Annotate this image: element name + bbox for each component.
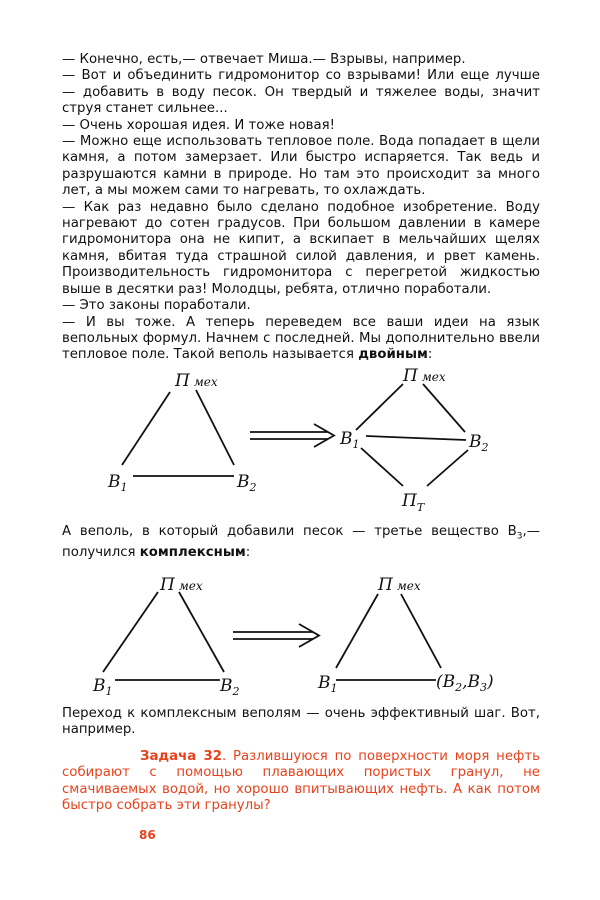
label-substance-2: $В_2$	[237, 472, 257, 494]
task-label: Задача 32	[140, 749, 222, 764]
term-dual: двойным	[358, 347, 428, 363]
dialogue-line-2: — Вот и объединить гидромонитор со взрывами! Или еще лучше — добавить в воду песок. Он твердый и тяжелее воды, значит струя станет сильнее...	[62, 68, 540, 117]
dialogue-line-6: — Это законы поработали.	[62, 298, 251, 314]
edge-p-b2	[179, 592, 224, 672]
label-substances-2-3: $(В_2,В_3)$	[436, 672, 494, 694]
dialogue-line-1: — Конечно, есть,— отвечает Миша.— Взрывы, например.	[62, 52, 466, 67]
transition-text: Переход к комплексным веполям — очень эффективный шаг. Вот, например.	[62, 706, 540, 738]
label-substance-1: $В_1$	[340, 429, 360, 451]
dialogue-line-4: — Можно еще использовать тепловое поле. Вода попадает в щели камня, а потом замерзает. Или быстро испаряется. Так ведь и разрушаются камни в природе. Но там это происходит за много лет, а мы можем сами то нагревать, то охлаждать.	[62, 134, 540, 199]
label-substance-1: $В_1$	[93, 676, 113, 698]
page-number: 86	[139, 828, 156, 842]
double-arrow-icon	[233, 624, 319, 647]
dual-colon: :	[427, 347, 433, 363]
label-field-mech: П мех	[175, 371, 218, 391]
label-field-mech: П мех	[378, 575, 421, 595]
label-substance-1: $В_1$	[318, 673, 338, 695]
triangle-simple-vepol	[92, 575, 240, 698]
label-field-mech: П мех	[160, 575, 203, 595]
label-substance-1: $В_1$	[108, 472, 128, 494]
edge-p-b2b3	[401, 594, 441, 668]
edge-p-b1	[336, 594, 378, 668]
subscript-3: 3	[516, 531, 523, 542]
label-field-mech: П мех	[403, 366, 446, 386]
dialogue-line-3: — Очень хорошая идея. И тоже новая!	[62, 117, 335, 133]
edge-p-b1	[103, 592, 158, 672]
term-complex: комплексным	[139, 545, 246, 561]
label-field-thermal: $П_Т$	[402, 491, 425, 514]
dialogue-line-5: — Как раз недавно было сделано подобное изобретение. Воду нагревают до сотен градусов. При большом давлении в камере гидромонитора она не кипит, а вскипает в мельчайших щелях камня, вбитая туда страшной силой давления, и рвет камень. Производительность гидромонитора с перегретой жидкостью выше в десятки раз! Молодцы, ребята, отлично поработали.	[62, 199, 540, 297]
task-text: . Разлившуюся по поверхности моря нефть собирают с помощью плавающих пористых гранул, не смачиваемых водой, но хорошо впитывающих нефть. А как потом быстро собрать эти гранулы?	[62, 749, 540, 814]
task-32	[62, 749, 540, 815]
label-substance-2: $В_2$	[469, 432, 489, 454]
dialogue-line-7: — И вы тоже. А теперь переведем все ваши идеи на язык вепольных формул. Начнем с последней. Мы дополнительно ввели тепловое поле. Такой веполь называется	[62, 314, 540, 363]
complex-intro-text: А веполь, в который добавили песок — третье вещество $В_3,—$ получился комплексным:	[62, 524, 540, 561]
triangle-complex-vepol	[317, 575, 494, 695]
label-substance-2: $В_2$	[220, 676, 240, 698]
